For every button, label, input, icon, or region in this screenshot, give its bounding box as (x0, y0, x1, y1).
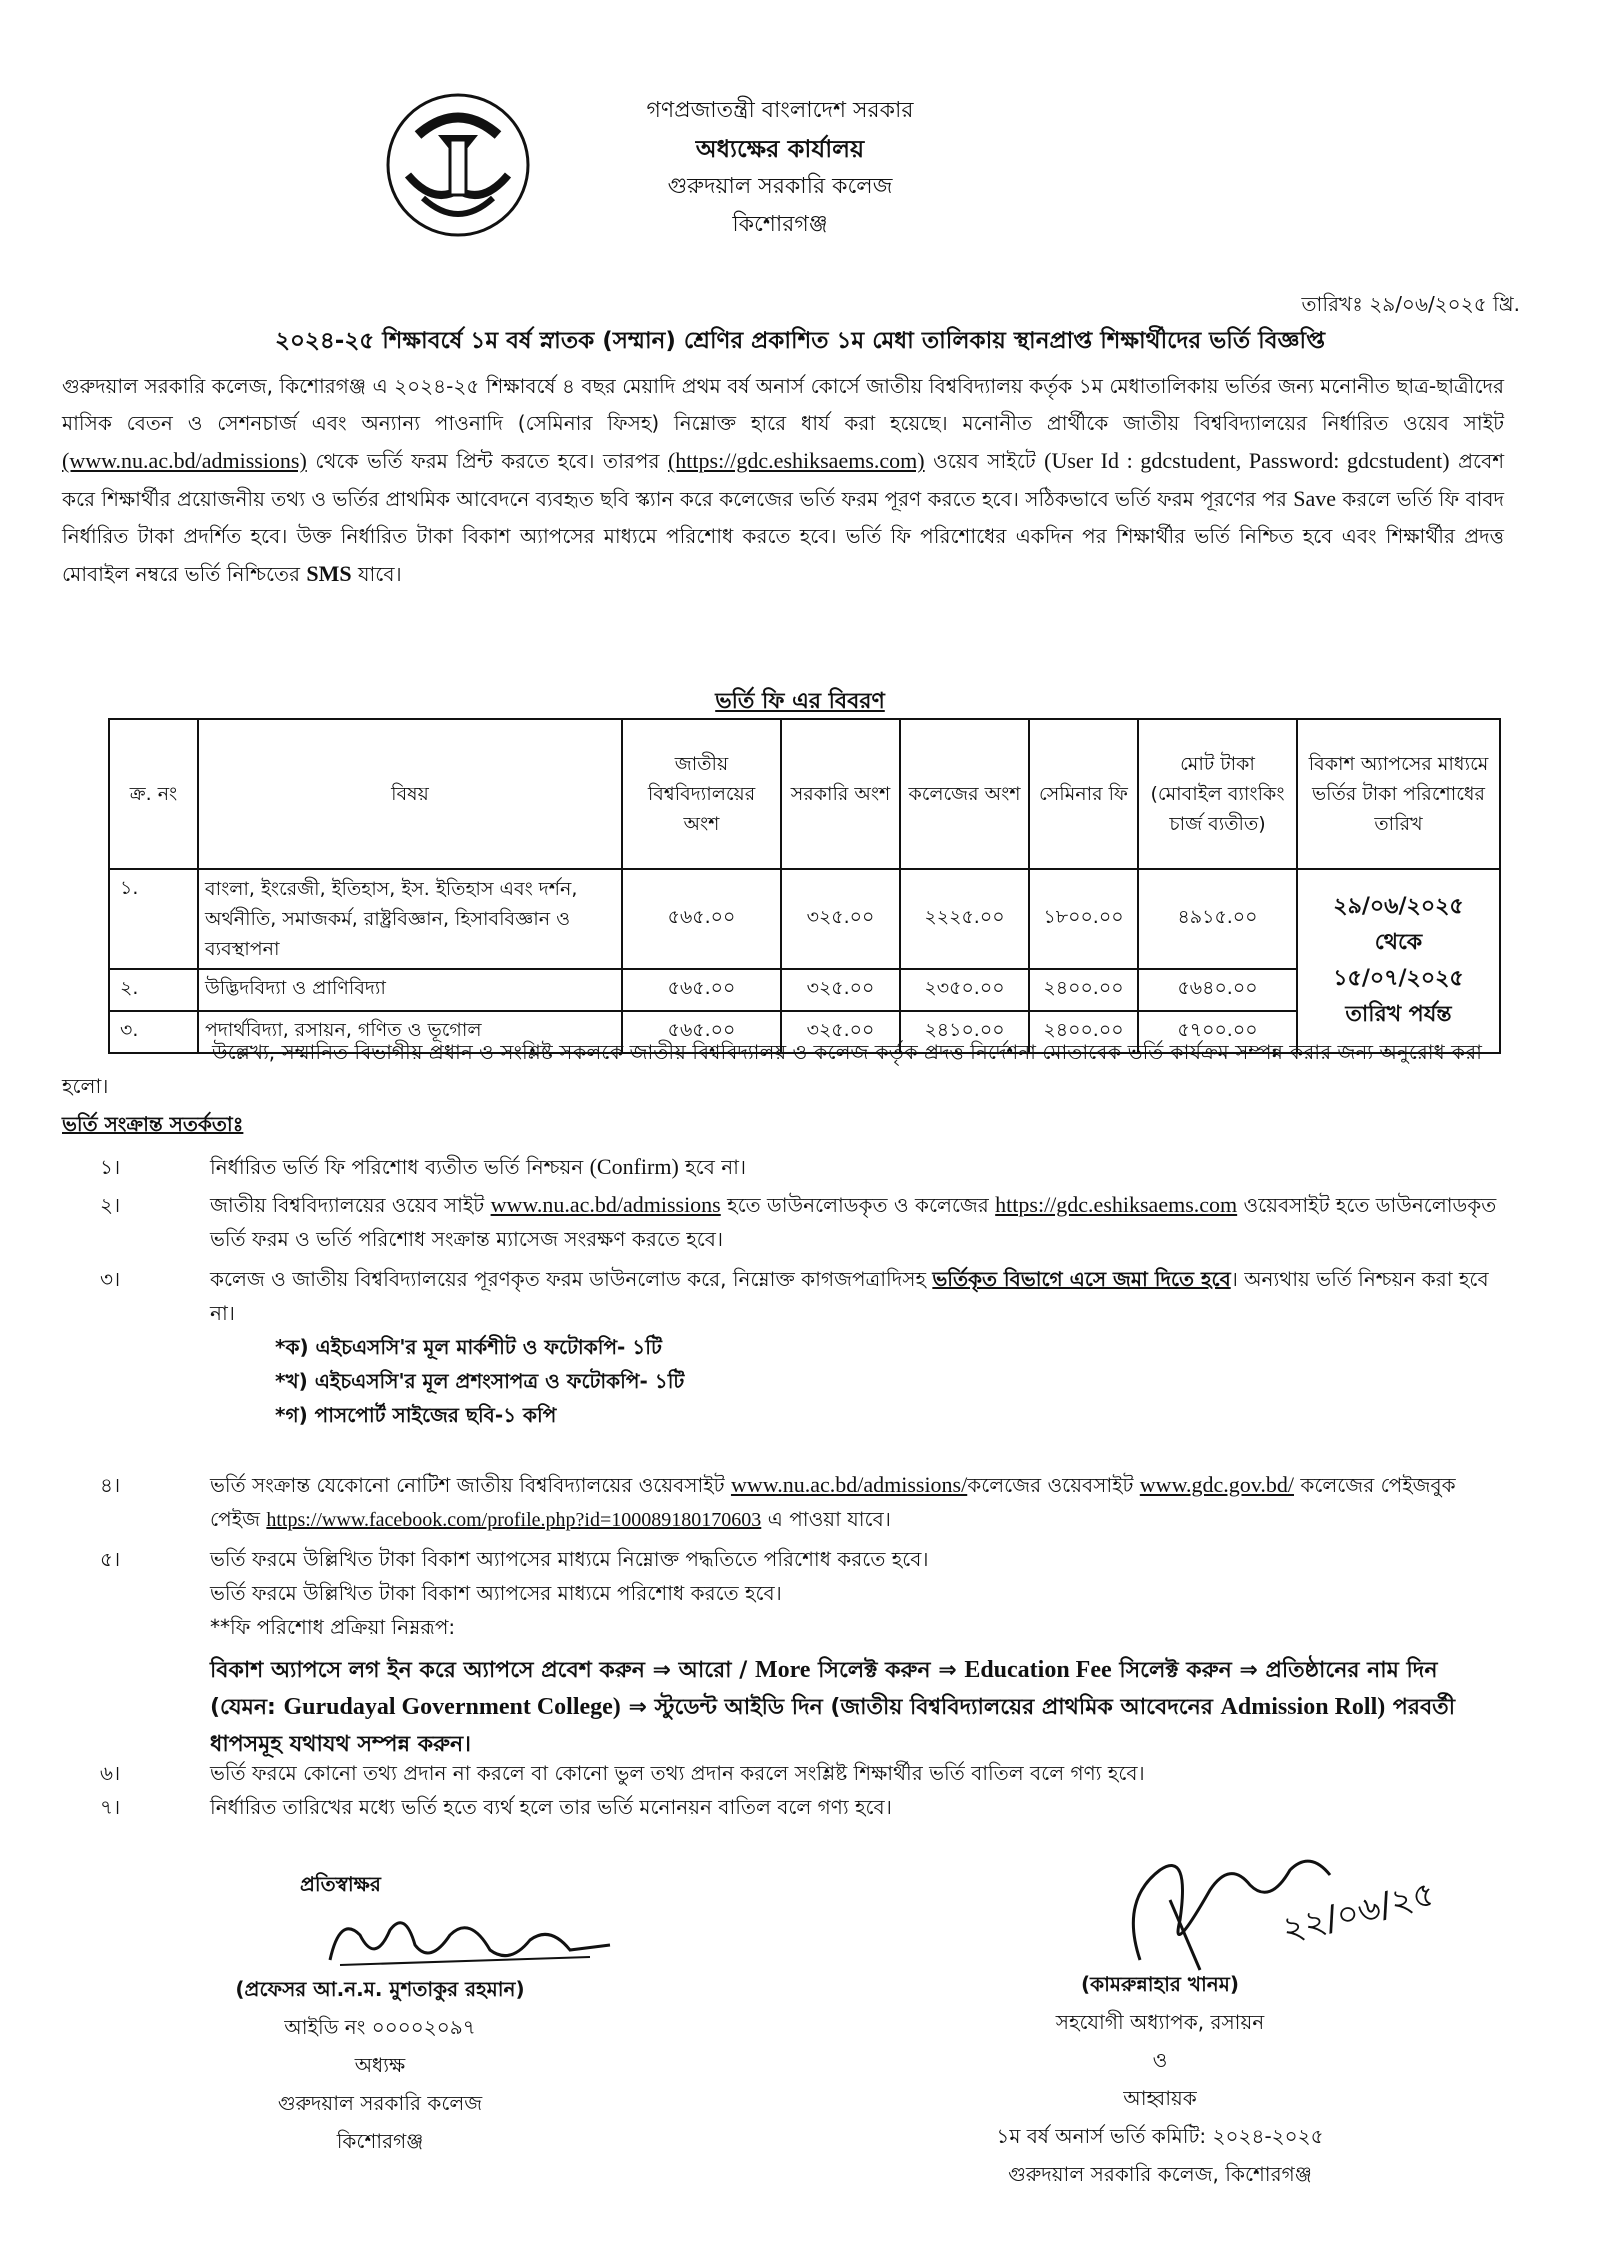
convener-title: সহযোগী অধ্যাপক, রসায়ন (1055, 2010, 1265, 2034)
document-item: *গ) পাসপোর্ট সাইজের ছবি-১ কপি (275, 1403, 557, 1427)
col-serial: ক্র. নং (109, 719, 198, 869)
col-college-share: কলেজের অংশ (900, 719, 1029, 869)
item4-gdc-link[interactable]: www.gdc.gov.bd/ (1139, 1472, 1294, 1497)
item1-text: নির্ধারিত ভর্তি ফি পরিশোধ ব্যতীত ভর্তি নিশ্চয়ন (210, 1155, 584, 1179)
item-number: ৭। (100, 1795, 121, 1819)
convener-college: গুরুদয়াল সরকারি কলেজ, কিশোরগঞ্জ (1008, 2162, 1312, 2186)
convener-name: (কামরুন্নাহার খানম) (1081, 1972, 1239, 1996)
college-logo-icon (378, 80, 538, 250)
warning-item-5 (100, 1542, 1508, 1763)
convener-role: আহ্বায়ক (1123, 2086, 1197, 2110)
note-paragraph: উল্লেখ্য, সম্মানিত বিভাগীয় প্রধান ও সংশ্লিষ্ট সকলকে জাতীয় বিশ্ববিদ্যালয় ও কলেজ কর্তৃক প্রদত্ত নির্দেশনা মোতাবেক ভর্তি কার্যক্রম সম্পন্ন করার জন্য অনুরোধ করা হলো। (62, 1040, 1482, 1098)
warning-item-2 (100, 1188, 1508, 1256)
bkash-step-5: পরবর্তী ধাপসমূহ যথাযথ সম্পন্ন করুন। (210, 1695, 1455, 1757)
sms-word: SMS (306, 561, 352, 586)
item-number: ১। (100, 1155, 121, 1179)
bkash-step-2: সিলেক্ট করুন ⇒ (818, 1658, 957, 1683)
convener-block (960, 1965, 1360, 2193)
convener-committee: ১ম বর্ষ অনার্স ভর্তি কমিটি: ২০২৪-২০২৫ (996, 2124, 1324, 2148)
item7-text: নির্ধারিত তারিখের মধ্যে ভর্তি হতে ব্যর্থ হলে তার ভর্তি মনোনয়ন বাতিল বলে গণ্য হবে। (210, 1795, 892, 1819)
row1-college: ২২২৫.০০ (900, 869, 1029, 969)
item2-nu-link[interactable]: www.nu.ac.bd/admissions (490, 1192, 721, 1217)
college-name: গুরুদয়াল সরকারি কলেজ (667, 174, 893, 199)
table-row (109, 869, 1500, 969)
payment-period-cell (1297, 869, 1500, 1053)
item3-bold-text: ভর্তিকৃত বিভাগে এসে জমা দিতে হবে (932, 1267, 1231, 1291)
col-seminar: সেমিনার ফি (1029, 719, 1138, 869)
row2-college: ২৩৫০.০০ (900, 969, 1029, 1011)
intro-paragraph (62, 368, 1504, 593)
bkash-step-4: ⇒ স্টুডেন্ট আইডি দিন (জাতীয় বিশ্ববিদ্যালয়ের প্রাথমিক আবেদনের (628, 1695, 1213, 1720)
row2-nu: ৫৬৫.০০ (622, 969, 781, 1011)
warning-item-3 (100, 1262, 1508, 1432)
row3-nu: ৫৬৫.০০ (622, 1011, 781, 1053)
eshiksa-link[interactable]: (https://gdc.eshiksaems.com) (667, 448, 925, 473)
notice-title: ২০২৪-২৫ শিক্ষাবর্ষে ১ম বর্ষ স্নাতক (সম্মান) শ্রেণির প্রকাশিত ১ম মেধা তালিকায় স্থানপ্রাপ্ত শিক্ষার্থীদের ভর্তি বিজ্ঞপ্তি (274, 328, 1326, 354)
item-number: ৫। (100, 1547, 121, 1571)
row2-total: ৫৬৪০.০০ (1138, 969, 1297, 1011)
intro-text-5: করলে ভর্তি ফি বাবদ নির্ধারিত টাকা প্রদর্শিত হবে। উক্ত নির্ধারিত টাকা বিকাশ অ্যাপসের মাধ্যমে পরিশোধ করতে হবে। ভর্তি ফি পরিশোধের একদিন পর শিক্ষার্থীর ভর্তি নিশ্চিত হবে এবং শিক্ষার্থীর প্রদত্ত মোবাইল নম্বরে ভর্তি নিশ্চিতের (62, 487, 1505, 586)
notice-date: তারিখঃ ২৯/০৬/২০২৫ খ্রি. (1301, 292, 1520, 316)
row1-govt: ৩২৫.০০ (781, 869, 900, 969)
principal-name: (প্রফেসর আ.ন.ম. মুশতাকুর রহমান) (235, 1977, 525, 2001)
row2-seminar: ২৪০০.০০ (1029, 969, 1138, 1011)
bkash-education-fee: Education Fee (964, 1657, 1112, 1683)
item1-confirm: (Confirm) (589, 1154, 679, 1179)
item2-eshiksa-link[interactable]: https://gdc.eshiksaems.com (995, 1192, 1238, 1217)
item2-text-b: হতে ডাউনলোডকৃত ও কলেজের (727, 1193, 989, 1217)
item4-text-d: এ পাওয়া যাবে। (767, 1507, 891, 1531)
office-header (560, 92, 1000, 244)
row1-nu: ৫৬৫.০০ (622, 869, 781, 969)
col-payment-date: বিকাশ অ্যাপসের মাধ্যমে ভর্তির টাকা পরিশোধের তারিখ (1297, 719, 1500, 869)
document-item: *ক) এইচএসসি'র মূল মার্কশীট ও ফটোকপি- ১টি (275, 1335, 662, 1359)
bkash-admission-roll: Admission Roll) (1220, 1694, 1386, 1720)
fee-heading-text: ভর্তি ফি এর বিবরণ (715, 689, 885, 714)
item6-text: ভর্তি ফরমে কোনো তথ্য প্রদান না করলে বা কোনো ভুল তথ্য প্রদান করলে সংশ্লিষ্ট শিক্ষার্থীর ভর্তি বাতিল বলে গণ্য হবে। (210, 1761, 1145, 1785)
intro-text-6: যাবে। (357, 562, 402, 586)
principal-title: অধ্যক্ষ (354, 2053, 406, 2077)
warnings-heading (62, 1110, 243, 1143)
row3-seminar: ২৪০০.০০ (1029, 1011, 1138, 1053)
col-subject: বিষয় (198, 719, 622, 869)
bkash-step-1: বিকাশ অ্যাপসে লগ ইন করে অ্যাপসে প্রবেশ করুন ⇒ আরো / (210, 1658, 748, 1683)
handwritten-date: ২২/০৬/২৫ (1278, 1873, 1439, 1951)
office-name: অধ্যক্ষের কার্যালয় (695, 135, 865, 163)
item3-text-b: । অন্যথায় ভর্তি নিশ্চয়ন করা হবে না। (210, 1267, 1489, 1325)
item4-text: ভর্তি সংক্রান্ত যেকোনো নোটিশ জাতীয় বিশ্ববিদ্যালয়ের ওয়েবসাইট (210, 1473, 725, 1497)
payment-to: ১৫/০৭/২০২৫ (1333, 966, 1464, 991)
item4-text-c: কলেজের পেইজবুক পেইজ (210, 1473, 1456, 1531)
principal-block (200, 1970, 560, 2160)
item5-text: ভর্তি ফরমে উল্লিখিত টাকা বিকাশ অ্যাপসের মাধ্যমে নিম্নোক্ত পদ্ধতিতে পরিশোধ করতে হবে। (210, 1547, 929, 1571)
row1-subject: বাংলা, ইংরেজী, ইতিহাস, ইস. ইতিহাস এবং দর্শন, অর্থনীতি, সমাজকর্ম, রাষ্ট্রবিজ্ঞান, হিসাববিজ্ঞান ও ব্যবস্থাপনা (198, 869, 622, 969)
item4-text-b: কলেজের ওয়েবসাইট (967, 1473, 1134, 1497)
row2-subject: উদ্ভিদবিদ্যা ও প্রাণিবিদ্যা (198, 969, 622, 1011)
item1-text-b: হবে না। (685, 1155, 747, 1179)
item3-text: কলেজ ও জাতীয় বিশ্ববিদ্যালয়ের পূরণকৃত ফরম ডাউনলোড করে, নিম্নোক্ত কাগজপত্রাদিসহ (210, 1267, 926, 1291)
item-number: ২। (100, 1193, 121, 1217)
item2-text-c: ওয়েবসাইট হতে ডাউনলোডকৃত ভর্তি ফরম ও ভর্তি পরিশোধ সংক্রান্ত ম্যাসেজ সংরক্ষণ করতে হবে। (210, 1193, 1497, 1251)
row3-subject: পদার্থবিদ্যা, রসায়ন, গণিত ও ভূগোল (198, 1011, 622, 1053)
government-name: গণপ্রজাতন্ত্রী বাংলাদেশ সরকার (646, 98, 914, 123)
bkash-step-3: সিলেক্ট করুন ⇒ প্রতিষ্ঠানের নাম দিন (যেমন: (210, 1658, 1438, 1720)
principal-city: কিশোরগঞ্জ (336, 2129, 424, 2153)
item5-process-label: **ফি পরিশোধ প্রক্রিয়া নিম্নরূপ: (210, 1615, 456, 1639)
row3-govt: ৩২৫.০০ (781, 1011, 900, 1053)
row3-college: ২৪১০.০০ (900, 1011, 1029, 1053)
save-word: Save (1293, 486, 1337, 511)
intro-text-3: ওয়েব সাইটে (933, 449, 1036, 473)
item2-text: জাতীয় বিশ্ববিদ্যালয়ের ওয়েব সাইট (210, 1193, 485, 1217)
item-number: ৩। (100, 1267, 121, 1291)
item-number: ৪। (100, 1473, 121, 1497)
intro-text-2: থেকে ভর্তি ফরম প্রিন্ট করতে হবে। তারপর (315, 449, 660, 473)
row2-serial: ২. (109, 969, 198, 1011)
payment-from: ২৯/০৬/২০২৫ (1333, 894, 1464, 919)
principal-id: আইডি নং ০০০০২০৯৭ (284, 2015, 476, 2039)
col-govt-share: সরকারি অংশ (781, 719, 900, 869)
required-documents (275, 1330, 1508, 1432)
warning-item-1 (100, 1150, 1508, 1184)
payment-to-word: থেকে (1374, 930, 1423, 955)
convener-signature (1110, 1810, 1470, 1980)
countersign-label: প্রতিস্বাক্ষর (300, 1872, 381, 1896)
item4-facebook-link[interactable]: https://www.facebook.com/profile.php?id=100089180170603 (266, 1509, 762, 1531)
bkash-steps (210, 1652, 1508, 1763)
warning-item-6 (100, 1756, 1508, 1790)
col-nu-share: জাতীয় বিশ্ববিদ্যালয়ের অংশ (622, 719, 781, 869)
row2-govt: ৩২৫.০০ (781, 969, 900, 1011)
nu-admission-link[interactable]: (www.nu.ac.bd/admissions) (62, 448, 307, 473)
warnings-heading-text: ভর্তি সংক্রান্ত সতর্কতাঃ (62, 1112, 244, 1136)
login-credentials: (User Id : gdcstudent, Password: gdcstudent) (1044, 448, 1450, 473)
fee-table (108, 718, 1501, 1054)
item5-text-b: ভর্তি ফরমে উল্লিখিত টাকা বিকাশ অ্যাপসের মাধ্যমে পরিশোধ করতে হবে। (210, 1581, 782, 1605)
item4-nu-link[interactable]: www.nu.ac.bd/admissions/ (730, 1472, 968, 1497)
item-number: ৬। (100, 1761, 121, 1785)
warning-item-4 (100, 1468, 1508, 1537)
row1-total: ৪৯১৫.০০ (1138, 869, 1297, 969)
convener-and: ও (1152, 2048, 1168, 2072)
city-name: কিশোরগঞ্জ (732, 212, 828, 237)
row3-total: ৫৭০০.০০ (1138, 1011, 1297, 1053)
intro-text-1: গুরুদয়াল সরকারি কলেজ, কিশোরগঞ্জ এ ২০২৪-২৫ শিক্ষাবর্ষে ৪ বছর মেয়াদি প্রথম বর্ষ অনার্স কোর্সে জাতীয় বিশ্ববিদ্যালয় কর্তৃক ১ম মেধাতালিকায় ভর্তির জন্য মনোনীত ছাত্র-ছাত্রীদের মাসিক বেতন ও সেশনচার্জ এবং অন্যান্য পাওনাদি (সেমিনার ফিসহ) নিম্নোক্ত হারে ধার্য করা হয়েছে। মনোনীত প্রার্থীকে জাতীয় বিশ্ববিদ্যালয়ের নির্ধারিত ওয়েব সাইট (62, 374, 1504, 435)
document-item: *খ) এইচএসসি'র মূল প্রশংসাপত্র ও ফটোকপি- ১টি (275, 1369, 685, 1393)
fee-table-header (109, 719, 1500, 869)
table-row (109, 969, 1500, 1011)
payment-until: তারিখ পর্যন্ত (1345, 1002, 1452, 1027)
intro-text-4: প্রবেশ করে শিক্ষার্থীর প্রয়োজনীয় তথ্য ও ভর্তির প্রাথমিক আবেদনে ব্যবহৃত ছবি স্ক্যান করে কলেজের ভর্তি ফরম পূরণ করতে হবে। সঠিকভাবে ভর্তি ফরম পূরণের পর (62, 449, 1505, 511)
col-total: মোট টাকা (মোবাইল ব্যাংকিং চার্জ ব্যতীত) (1138, 719, 1297, 869)
row3-serial: ৩. (109, 1011, 198, 1053)
principal-college: গুরুদয়াল সরকারি কলেজ (277, 2091, 483, 2115)
row1-seminar: ১৮০০.০০ (1029, 869, 1138, 969)
bkash-more: More (754, 1657, 811, 1683)
row1-serial: ১. (109, 869, 198, 969)
fee-heading (0, 684, 1600, 721)
bkash-college-name: Gurudayal Government College) (283, 1694, 621, 1720)
